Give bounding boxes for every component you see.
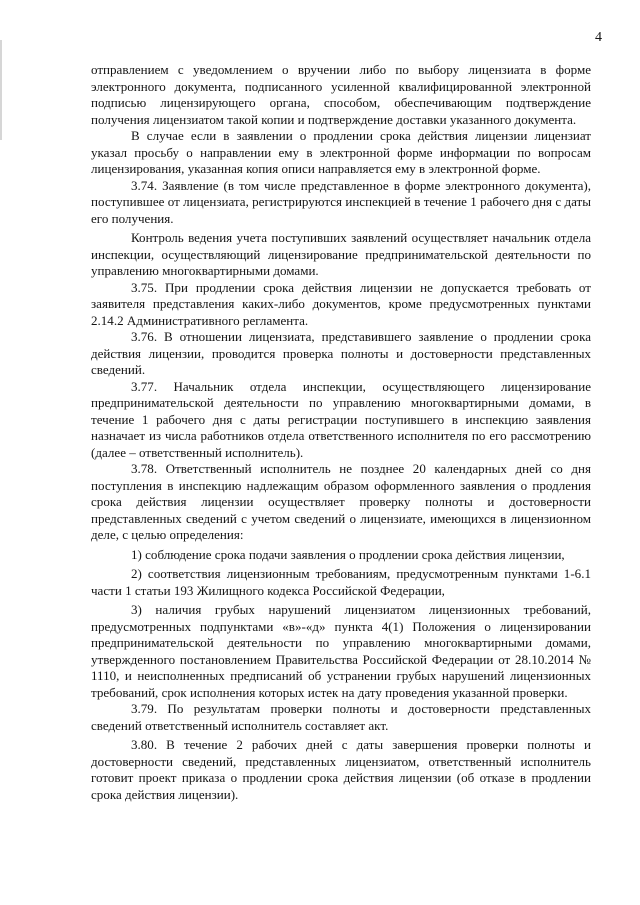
paragraph-control: Контроль ведения учета поступивших заявлений осуществляет начальник отдела инспекции, осуществляющий лицензирование предпринимательской деятельности по управлению многоквартирными домами. [91, 230, 591, 278]
list-item-1: 1) соблюдение срока подачи заявления о продлении срока действия лицензии, [131, 546, 565, 562]
paragraph-3-75: 3.75. При продлении срока действия лицензии не допускается требовать от заявителя представления каких-либо документов, кроме предусмотренных пунктами 2.14.2 Административного регламента. [91, 279, 591, 328]
paragraph-3-78: 3.78. Ответственный исполнитель не позднее 20 календарных дней со дня поступления в инспекцию надлежащим образом оформленного заявления о продления срока действия лицензии осуществляет проверку полноты и достоверности представленных сведений с учетом сведений о лицензиате, имеющихся в лицензионном деле, с целью определения: [91, 461, 591, 542]
paragraph-3-79: 3.79. По результатам проверки полноты и достоверности представленных сведений ответственный исполнитель составляет акт. [91, 701, 591, 733]
document-body [91, 62, 591, 803]
paragraph-3-76: 3.76. В отношении лицензиата, представившего заявление о продлении срока действия лицензии, проводится проверка полноты и достоверности представленных сведений. [91, 329, 591, 377]
paragraph-continuation: отправлением с уведомлением о вручении либо по выбору лицензиата в форме электронного документа, подписанного усиленной квалифицированной электронной подписью лицензирующего органа, способом, обеспечивающим подтверждение получения лицензиатом такой копии и подтверждение доставки указанного документа. [91, 62, 591, 127]
list-item-2: 2) соответствия лицензионным требованиям, предусмотренным пунктами 1-6.1 части 1 статьи 193 Жилищного кодекса Российской Федерации, [91, 566, 591, 598]
paragraph-3-74: 3.74. Заявление (в том числе представленное в форме электронного документа), поступившее от лицензиата, регистрируются инспекцией в течение 1 рабочего дня с даты его получения. [91, 177, 591, 226]
list-item-3: 3) наличия грубых нарушений лицензиатом лицензионных требований, предусмотренных подпунктами «в»-«д» пункта 4(1) Положения о лицензировании предпринимательской деятельности по управлению многоквартирными домами, утвержденного постановлением Правительства Российской Федерации от 28.10.2014 № 1110, и неисполненных предписаний об устранении грубых нарушений лицензионных требований, срок исполнения которых истек на дату проведения указанной проверки. [91, 602, 591, 700]
page-number: 4 [595, 30, 602, 45]
paragraph-electronic-copy: В случае если в заявлении о продлении срока действия лицензии лицензиат указал просьбу о направлении ему в электронной форме информации по вопросам лицензирования, указанная копия описи направляется ему в электронной форме. [91, 128, 591, 176]
paragraph-3-80: 3.80. В течение 2 рабочих дней с даты завершения проверки полноты и достоверности сведений, представленных лицензиатом, ответственный исполнитель готовит проект приказа о продлении срока действия лицензии (об отказе в продлении срока действия лицензии). [91, 737, 591, 802]
scan-edge-mark [0, 40, 2, 140]
paragraph-3-77: 3.77. Начальник отдела инспекции, осуществляющего лицензирование предпринимательской деятельности по управлению многоквартирными домами, в течение 1 рабочего дня с даты регистрации поступившего в инспекцию заявления назначает из числа работников отдела ответственного исполнителя по его рассмотрению (далее – ответственный исполнитель). [91, 378, 591, 460]
